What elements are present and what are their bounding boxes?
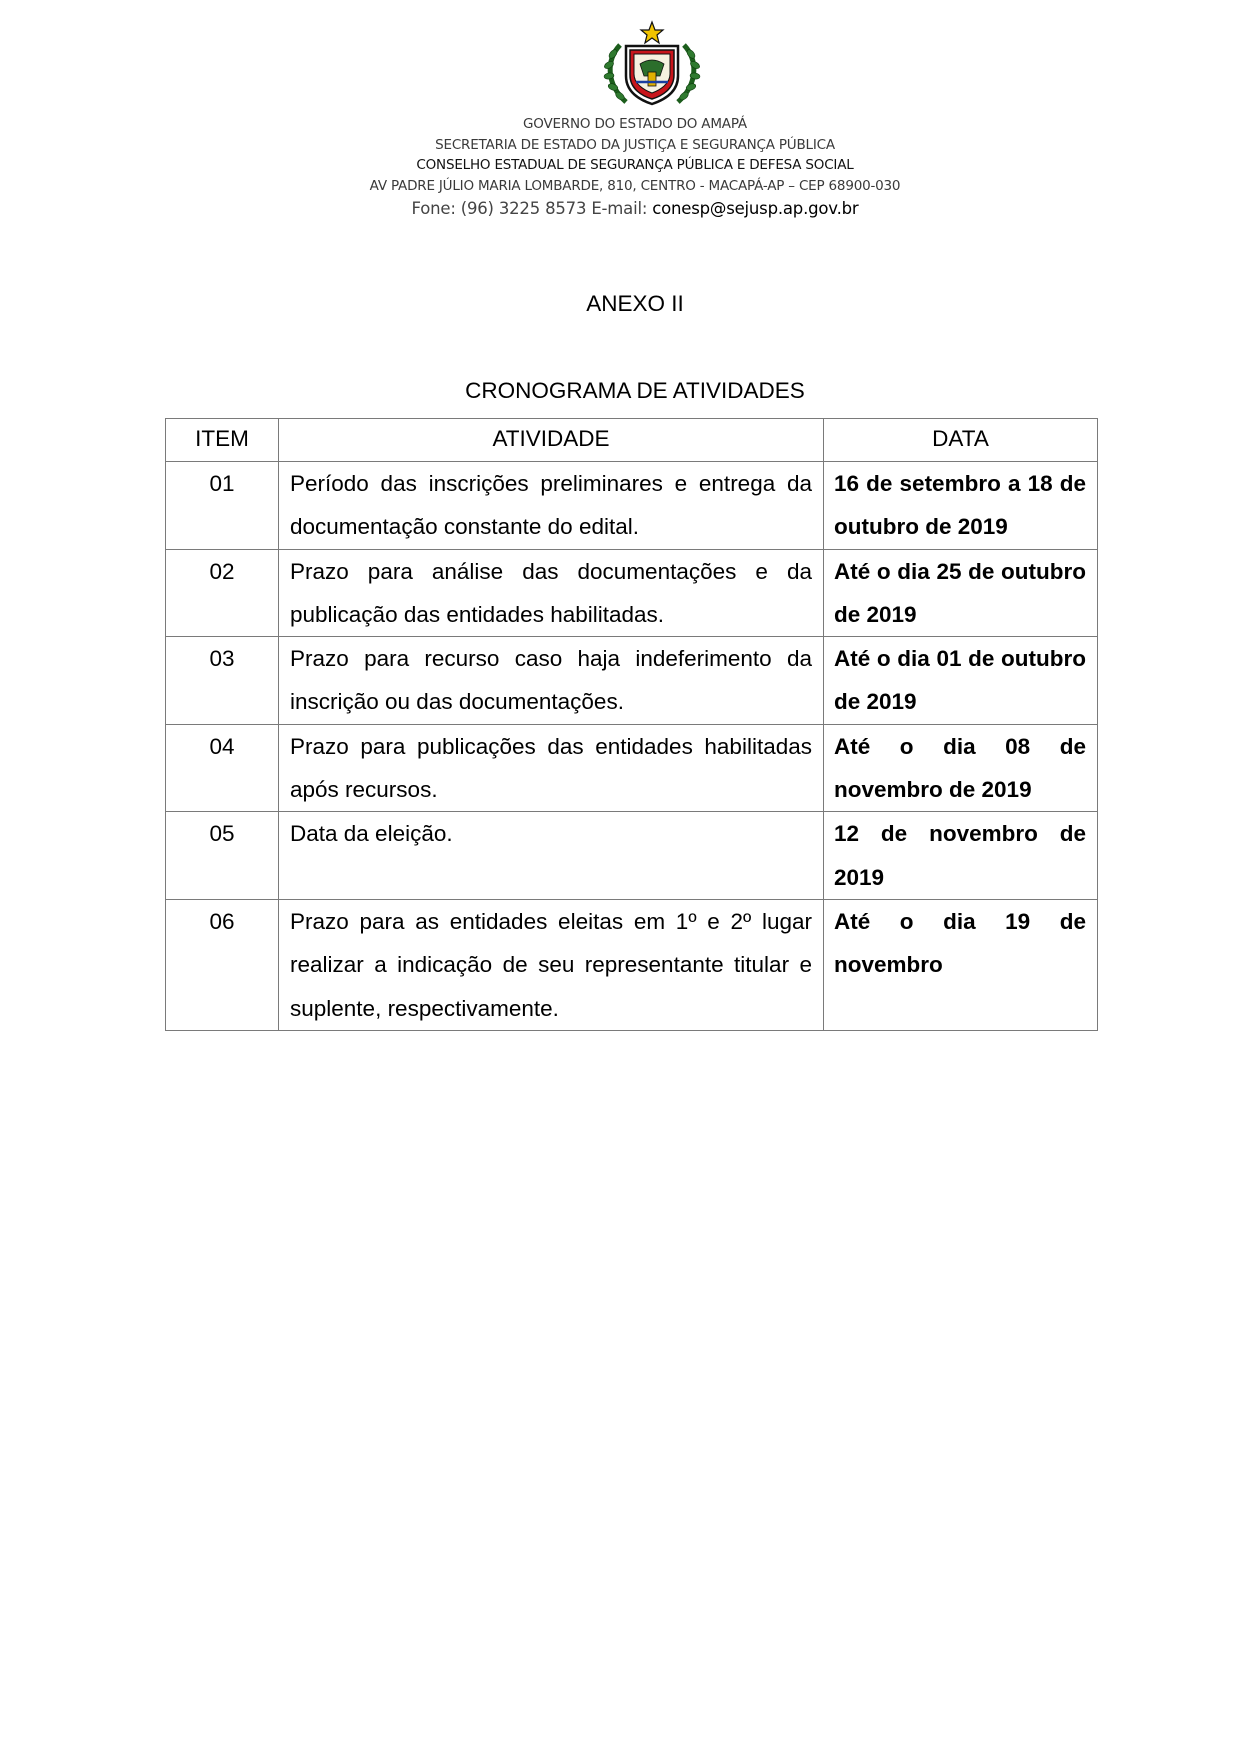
activity-cell: Prazo para análise das documentações e da publicação das entidades habilitadas. xyxy=(279,549,824,637)
email-address: conesp@sejusp.ap.gov.br xyxy=(652,199,859,218)
table-row xyxy=(166,637,1098,725)
contact-line xyxy=(0,197,1240,221)
header-item: ITEM xyxy=(166,419,279,462)
item-number: 02 xyxy=(166,549,279,637)
activity-cell: Prazo para recurso caso haja indeferimento da inscrição ou das documentações. xyxy=(279,637,824,725)
date-cell: Até o dia 19 de novembro xyxy=(824,899,1098,1030)
table-row xyxy=(166,812,1098,900)
header-activity: ATIVIDADE xyxy=(279,419,824,462)
activity-cell: Prazo para as entidades eleitas em 1º e 2º lugar realizar a indicação de seu representante titular e suplente, respectivamente. xyxy=(279,899,824,1030)
address: AV PADRE JÚLIO MARIA LOMBARDE, 810, CENTRO - MACAPÁ-AP – CEP 68900-030 xyxy=(369,177,901,194)
government-name: GOVERNO DO ESTADO DO AMAPÁ xyxy=(523,116,747,132)
item-number: 06 xyxy=(166,899,279,1030)
annex-title: ANEXO II xyxy=(586,291,684,316)
schedule-title: CRONOGRAMA DE ATIVIDADES xyxy=(465,378,805,403)
date-cell: Até o dia 08 de novembro de 2019 xyxy=(824,724,1098,812)
table-row xyxy=(166,549,1098,637)
table-row xyxy=(166,724,1098,812)
date-cell: 12 de novembro de 2019 xyxy=(824,812,1098,900)
activity-cell: Data da eleição. xyxy=(279,812,824,900)
table-header-row xyxy=(166,419,1098,462)
table-row xyxy=(166,462,1098,550)
header-date: DATA xyxy=(824,419,1098,462)
activity-cell: Prazo para publicações das entidades habilitadas após recursos. xyxy=(279,724,824,812)
schedule-table xyxy=(165,418,1098,1031)
date-cell: Até o dia 25 de outubro de 2019 xyxy=(824,549,1098,637)
item-number: 04 xyxy=(166,724,279,812)
date-cell: Até o dia 01 de outubro de 2019 xyxy=(824,637,1098,725)
council-name: CONSELHO ESTADUAL DE SEGURANÇA PÚBLICA E DEFESA SOCIAL xyxy=(416,157,854,173)
activity-cell: Período das inscrições preliminares e entrega da documentação constante do edital. xyxy=(279,462,824,550)
date-cell: 16 de setembro a 18 de outubro de 2019 xyxy=(824,462,1098,550)
item-number: 01 xyxy=(166,462,279,550)
phone-label: Fone: (96) 3225 8573 E-mail: xyxy=(411,199,653,218)
item-number: 03 xyxy=(166,637,279,725)
item-number: 05 xyxy=(166,812,279,900)
letterhead xyxy=(0,114,1240,221)
state-coat-of-arms xyxy=(600,20,704,110)
secretariat-name: SECRETARIA DE ESTADO DA JUSTIÇA E SEGURANÇA PÚBLICA xyxy=(435,136,835,153)
table-row xyxy=(166,899,1098,1030)
